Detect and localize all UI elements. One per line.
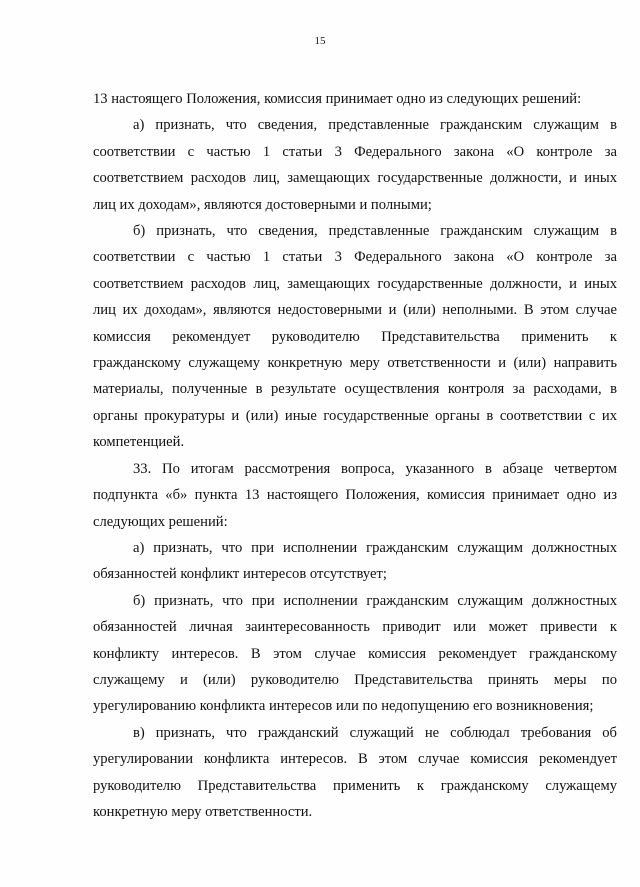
- document-body: [93, 86, 617, 825]
- paragraph-option-b-conflict: б) признать, что при исполнении гражданским служащим должностных обязанностей личная заинтересованность приводит или может привести к конфликту интересов. В этом случае комиссия рекомендует гражданскому служащему и (или) руководителю Представительства принять меры по урегулированию конфликта интересов или по недопущению его возникновения;: [93, 592, 617, 715]
- paragraph-option-a-reliable: а) признать, что сведения, представленные гражданским служащим в соответствии с частью 1 статьи 3 Федерального закона «О контроле за соответствием расходов лиц, замещающих государственные должности, и иных лиц их доходам», являются достоверными и полными;: [93, 117, 617, 213]
- paragraph-continuation: 13 настоящего Положения, комиссия принимает одно из следующих решений:: [93, 91, 582, 107]
- page-number: 15: [314, 35, 326, 47]
- paragraph-clause-33: 33. По итогам рассмотрения вопроса, указанного в абзаце четвертом подпункта «б» пункта 13 настоящего Положения, комиссия принимает одно из следующих решений:: [93, 460, 617, 530]
- paragraph-option-a-no-conflict: а) признать, что при исполнении гражданским служащим должностных обязанностей конфликт интересов отсутствует;: [93, 539, 617, 583]
- paragraph-option-v-violation: в) признать, что гражданский служащий не соблюдал требования об урегулировании конфликта интересов. В этом случае комиссия рекомендует руководителю Представительства применить к гражданскому служащему конкретную меру ответственности.: [93, 724, 617, 820]
- paragraph-option-b-unreliable: б) признать, что сведения, представленные гражданским служащим в соответствии с частью 1 статьи 3 Федерального закона «О контроле за соответствием расходов лиц, замещающих государственные должности, и иных лиц их доходам», являются недостоверными и (или) неполными. В этом случае комиссия рекомендует руководителю Представительства применить к гражданскому служащему конкретную меру ответственности и (или) направить материалы, полученные в результате осуществления контроля за расходами, в органы прокуратуры и (или) иные государственные органы в соответствии с их компетенцией.: [93, 223, 617, 451]
